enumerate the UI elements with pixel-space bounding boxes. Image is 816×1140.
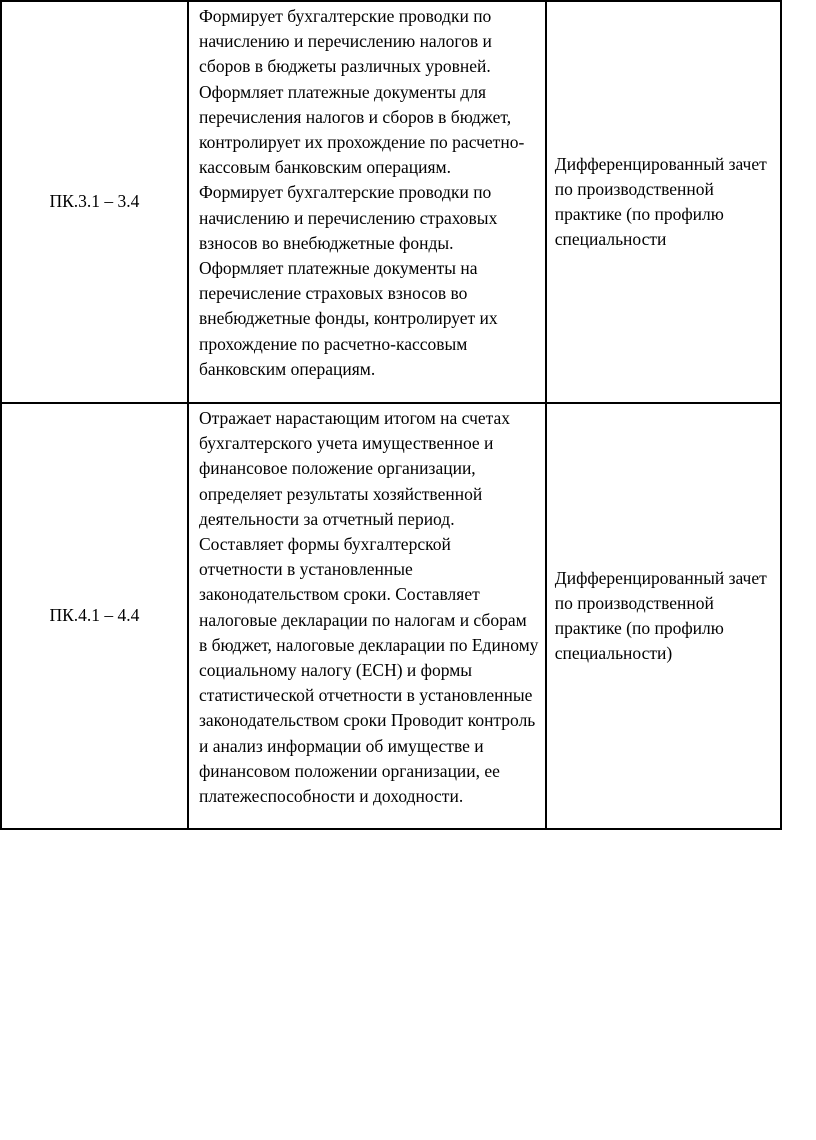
activity-description: Отражает нарастающим итогом на счетах бухгалтерского учета имущественное и финансовое положение организации, определяет результаты хозяйственной деятельности за отчетный период. Составляет формы бухгалтерской отчетности в установленные законодательством сроки. Составляет налоговые декларации по налогам и сборам в бюджет, налоговые декларации по Единому социальному налогу (ЕСН) и формы статистической отчетности в установленные законодательством сроки Проводит контроль и анализ информации об имуществе и финансовом положении организации, ее платежеспособности и доходности. [198,408,539,807]
table-row [1,1,781,403]
assessment-form: Дифференцированный зачет по производственной практике (по профилю специальности [554,153,767,250]
competency-code-cell [1,1,188,403]
activity-description-cell [188,403,546,829]
assessment-form-cell [546,1,781,403]
assessment-form: Дифференцированный зачет по производственной практике (по профилю специальности) [554,567,767,664]
table-row [1,403,781,829]
activity-description-cell [188,1,546,403]
competency-code-cell [1,403,188,829]
competency-code: ПК.4.1 – 4.4 [49,605,140,626]
competency-code: ПК.3.1 – 3.4 [49,191,140,212]
activity-description: Формирует бухгалтерские проводки по начислению и перечислению налогов и сборов в бюджеты различных уровней. Оформляет платежные документы для перечисления налогов и сборов в бюджет, контролирует их прохождение по расчетно-кассовым банковским операциям. Формирует бухгалтерские проводки по начислению и перечислению страховых взносов во внебюджетные фонды. Оформляет платежные документы на перечисление страховых взносов во внебюджетные фонды, контролирует их прохождение по расчетно-кассовым банковским операциям. [198,6,525,379]
assessment-form-cell [546,403,781,829]
